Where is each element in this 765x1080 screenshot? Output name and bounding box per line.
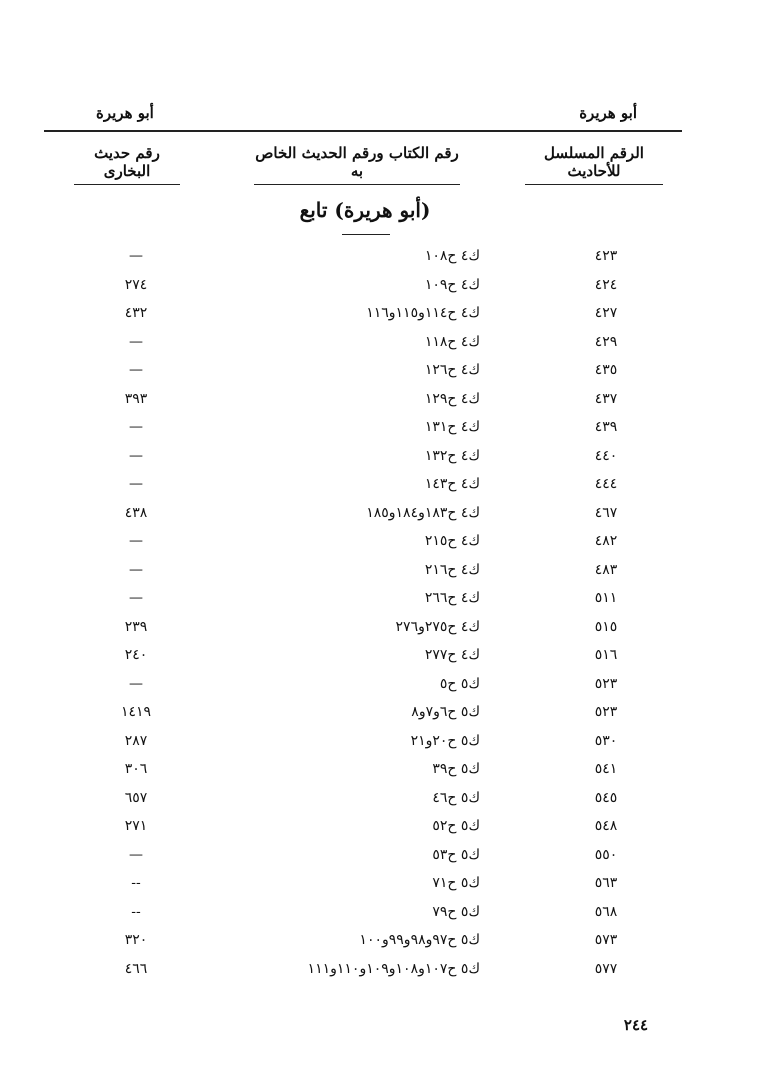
serial-number-cell: ٤٣٧ bbox=[594, 390, 618, 407]
book-hadith-cell: ك٥ ح٤٦ bbox=[432, 789, 480, 806]
table-row bbox=[0, 841, 765, 870]
table-row bbox=[0, 641, 765, 670]
serial-number-cell: ٥٢٣ bbox=[594, 704, 618, 720]
bukhari-number-cell: — bbox=[129, 675, 143, 692]
table-row bbox=[0, 356, 765, 385]
column-header-book-hadith: رقم الكتاب ورقم الحديث الخاص به bbox=[254, 144, 460, 185]
table-row bbox=[0, 613, 765, 642]
serial-number-cell: ٤٣٥ bbox=[594, 362, 618, 378]
serial-number-cell: ٥٦٣ bbox=[594, 875, 618, 891]
running-head-right: أبو هريرة bbox=[579, 104, 637, 122]
bukhari-number-cell: — bbox=[129, 447, 143, 464]
table-row bbox=[0, 670, 765, 699]
table-row bbox=[0, 556, 765, 585]
serial-number-cell: ٥٤٨ bbox=[594, 818, 618, 834]
book-hadith-cell: ك٤ ح١٣١ bbox=[424, 419, 480, 435]
table-row bbox=[0, 328, 765, 357]
book-hadith-cell: ك٥ ح٩٧و٩٨و٩٩و١٠٠ bbox=[359, 932, 480, 948]
bukhari-number-cell: — bbox=[129, 561, 143, 578]
book-hadith-cell: ك٤ ح١٣٢ bbox=[424, 447, 480, 464]
book-hadith-cell: ك٤ ح١٠٨ bbox=[424, 248, 480, 264]
serial-number-cell: ٥١٦ bbox=[594, 647, 618, 663]
bukhari-number-cell: ٤٣٢ bbox=[124, 305, 148, 321]
table-row bbox=[0, 470, 765, 499]
table-row bbox=[0, 413, 765, 442]
serial-number-cell: ٥٦٨ bbox=[594, 903, 618, 920]
bukhari-number-cell: ٣٢٠ bbox=[124, 932, 148, 948]
bukhari-number-cell: ٣٩٣ bbox=[124, 390, 148, 407]
table-row bbox=[0, 926, 765, 955]
page-number: ٢٤٤ bbox=[623, 1016, 649, 1034]
bukhari-number-cell: ٢٧١ bbox=[124, 818, 148, 834]
table-row bbox=[0, 499, 765, 528]
serial-number-cell: ٤٦٧ bbox=[594, 504, 618, 521]
serial-number-cell: ٥٣٠ bbox=[594, 732, 618, 749]
table-row bbox=[0, 271, 765, 300]
table-row bbox=[0, 385, 765, 414]
book-hadith-cell: ك٤ ح١٢٦ bbox=[424, 362, 480, 378]
bukhari-number-cell: — bbox=[129, 533, 143, 549]
table-row bbox=[0, 527, 765, 556]
book-hadith-cell: ك٥ ح٥ bbox=[439, 675, 480, 692]
serial-number-cell: ٥١١ bbox=[594, 590, 618, 606]
serial-number-cell: ٥٧٧ bbox=[594, 960, 618, 977]
book-hadith-cell: ك٤ ح١٤٣ bbox=[424, 476, 480, 492]
table-row bbox=[0, 698, 765, 727]
bukhari-number-cell: — bbox=[129, 846, 143, 863]
book-hadith-cell: ك٤ ح٢٧٧ bbox=[424, 647, 480, 663]
table-row bbox=[0, 955, 765, 984]
serial-number-cell: ٤٤٤ bbox=[594, 476, 618, 492]
serial-number-cell: ٤٤٠ bbox=[594, 447, 618, 464]
bukhari-number-cell: ٤٦٦ bbox=[124, 960, 148, 977]
book-hadith-cell: ك٤ ح١١٤و١١٥و١١٦ bbox=[366, 305, 480, 321]
bukhari-number-cell: -- bbox=[131, 875, 141, 891]
serial-number-cell: ٤٢٤ bbox=[594, 276, 618, 293]
bukhari-number-cell: — bbox=[129, 362, 143, 378]
serial-number-cell: ٤٢٧ bbox=[594, 305, 618, 321]
book-hadith-cell: ك٤ ح١١٨ bbox=[424, 333, 480, 350]
section-title-rule bbox=[342, 234, 390, 235]
bukhari-number-cell: ١٤١٩ bbox=[120, 704, 152, 720]
bukhari-number-cell: — bbox=[129, 419, 143, 435]
column-header-bukhari: رقم حديث البخارى bbox=[74, 144, 180, 185]
book-hadith-cell: ك٥ ح٧١ bbox=[432, 875, 480, 891]
serial-number-cell: ٤٣٩ bbox=[594, 419, 618, 435]
book-hadith-cell: ك٥ ح١٠٧و١٠٨و١٠٩و١١٠و١١١ bbox=[307, 960, 480, 977]
book-hadith-cell: ك٤ ح١٨٣و١٨٤و١٨٥ bbox=[366, 504, 480, 521]
bukhari-number-cell: ٢٣٩ bbox=[124, 618, 148, 635]
book-hadith-cell: ك٥ ح٧٩ bbox=[432, 903, 480, 920]
bukhari-number-cell: ٢٤٠ bbox=[124, 647, 148, 663]
bukhari-number-cell: ٣٠٦ bbox=[124, 761, 148, 777]
section-title: (أبو هريرة) تابع bbox=[299, 198, 431, 222]
table-row bbox=[0, 584, 765, 613]
bukhari-number-cell: ٦٥٧ bbox=[124, 789, 148, 806]
book-hadith-cell: ك٥ ح٥٣ bbox=[432, 846, 480, 863]
serial-number-cell: ٥١٥ bbox=[594, 618, 618, 635]
bukhari-number-cell: — bbox=[129, 248, 143, 264]
bukhari-number-cell: — bbox=[129, 333, 143, 350]
hadith-table bbox=[0, 242, 765, 983]
table-row bbox=[0, 812, 765, 841]
serial-number-cell: ٥٥٠ bbox=[594, 846, 618, 863]
serial-number-cell: ٤٨٣ bbox=[594, 561, 618, 578]
bukhari-number-cell: ٢٨٧ bbox=[124, 732, 148, 749]
running-head-left: أبو هريرة bbox=[96, 104, 154, 122]
table-row bbox=[0, 727, 765, 756]
table-row bbox=[0, 755, 765, 784]
table-row bbox=[0, 442, 765, 471]
book-hadith-cell: ك٤ ح٢١٥ bbox=[424, 533, 480, 549]
book-hadith-cell: ك٤ ح٢٦٦ bbox=[424, 590, 480, 606]
book-hadith-cell: ك٥ ح٣٩ bbox=[432, 761, 480, 777]
serial-number-cell: ٤٢٩ bbox=[594, 333, 618, 350]
column-header-serial: الرقم المسلسل للأحاديث bbox=[525, 144, 663, 185]
table-row bbox=[0, 869, 765, 898]
serial-number-cell: ٤٨٢ bbox=[594, 533, 618, 549]
table-row bbox=[0, 898, 765, 927]
header-rule bbox=[44, 130, 682, 132]
book-hadith-cell: ك٤ ح٢١٦ bbox=[424, 561, 480, 578]
book-hadith-cell: ك٥ ح٦و٧و٨ bbox=[411, 704, 480, 720]
bukhari-number-cell: ٤٣٨ bbox=[124, 504, 148, 521]
table-row bbox=[0, 299, 765, 328]
serial-number-cell: ٤٢٣ bbox=[594, 248, 618, 264]
book-hadith-cell: ك٥ ح٢٠و٢١ bbox=[410, 732, 480, 749]
book-hadith-cell: ك٥ ح٥٢ bbox=[432, 818, 480, 834]
book-hadith-cell: ك٤ ح٢٧٥و٢٧٦ bbox=[395, 618, 480, 635]
bukhari-number-cell: — bbox=[129, 590, 143, 606]
serial-number-cell: ٥٧٣ bbox=[594, 932, 618, 948]
bukhari-number-cell: -- bbox=[131, 903, 141, 920]
book-hadith-cell: ك٤ ح١٠٩ bbox=[424, 276, 480, 293]
serial-number-cell: ٥٤٥ bbox=[594, 789, 618, 806]
serial-number-cell: ٥٢٣ bbox=[594, 675, 618, 692]
book-hadith-cell: ك٤ ح١٢٩ bbox=[424, 390, 480, 407]
table-row bbox=[0, 242, 765, 271]
bukhari-number-cell: — bbox=[129, 476, 143, 492]
serial-number-cell: ٥٤١ bbox=[594, 761, 618, 777]
bukhari-number-cell: ٢٧٤ bbox=[124, 276, 148, 293]
table-row bbox=[0, 784, 765, 813]
